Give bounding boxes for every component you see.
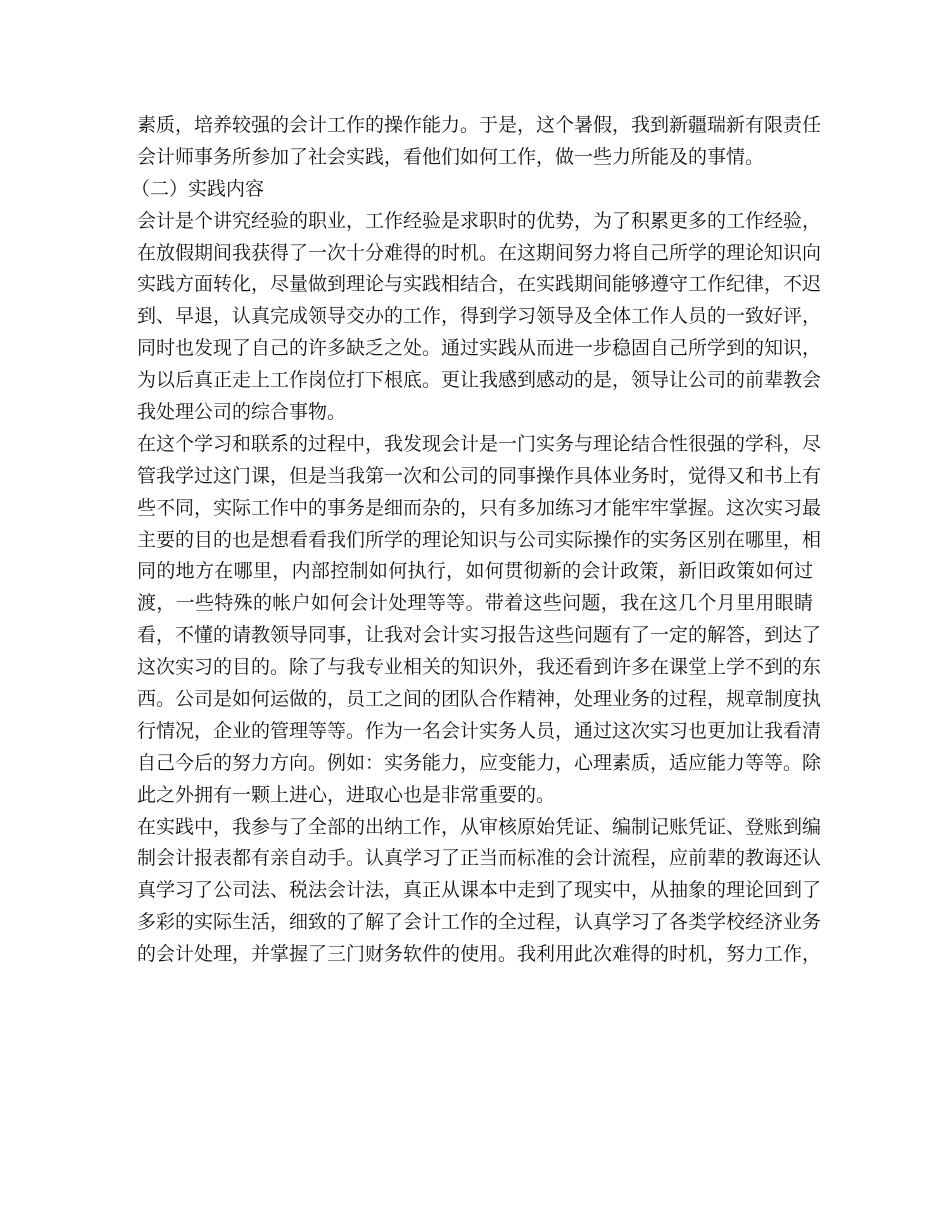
paragraph-line: 西。公司是如何运做的，员工之间的团队合作精神，处理业务的过程，规章制度执 — [137, 688, 822, 711]
paragraph-line: 多彩的实际生活，细致的了解了会计工作的全过程，认真学习了各类学校经济业务 — [137, 911, 822, 934]
paragraph-line: 在实践中，我参与了全部的出纳工作，从审核原始凭证、编制记账凭证、登账到编 — [137, 815, 822, 838]
paragraph-line: 会计是个讲究经验的职业，工作经验是求职时的优势，为了积累更多的工作经验， — [137, 209, 822, 232]
paragraph-line: 些不同，实际工作中的事务是细而杂的，只有多加练习才能牢牢掌握。这次实习最 — [137, 496, 822, 519]
paragraph-line: 在放假期间我获得了一次十分难得的时机。在这期间努力将自己所学的理论知识向 — [137, 241, 822, 264]
paragraph-line: 会计师事务所参加了社会实践，看他们如何工作，做一些力所能及的事情。 — [137, 145, 765, 168]
paragraph-line: 我处理公司的综合事物。 — [137, 401, 347, 424]
paragraph-line: 渡，一些特殊的帐户如何会计处理等等。带着这些问题，我在这几个月里用眼睛 — [137, 592, 813, 615]
paragraph-line: 实践方面转化，尽量做到理论与实践相结合，在实践期间能够遵守工作纪律，不迟 — [137, 273, 822, 296]
paragraph-line: 自己今后的努力方向。例如：实务能力，应变能力，心理素质，适应能力等等。除 — [137, 751, 822, 774]
paragraph-line: 管我学过这门课，但是当我第一次和公司的同事操作具体业务时，觉得又和书上有 — [137, 464, 822, 487]
paragraph-line: 为以后真正走上工作岗位打下根底。更让我感到感动的是，领导让公司的前辈教会 — [137, 369, 822, 392]
section-heading: （二）实践内容 — [131, 177, 265, 200]
paragraph-line: 的会计处理，并掌握了三门财务软件的使用。我利用此次难得的时机，努力工作， — [137, 943, 822, 966]
paragraph-line: 行情况，企业的管理等等。作为一名会计实务人员，通过这次实习也更加让我看清 — [137, 719, 822, 742]
paragraph-line: 这次实习的目的。除了与我专业相关的知识外，我还看到许多在课堂上学不到的东 — [137, 656, 822, 679]
paragraph-line: 在这个学习和联系的过程中，我发现会计是一门实务与理论结合性很强的学科，尽 — [137, 432, 822, 455]
paragraph-line: 同的地方在哪里，内部控制如何执行，如何贯彻新的会计政策，新旧政策如何过 — [137, 560, 813, 583]
paragraph-line: 同时也发现了自己的许多缺乏之处。通过实践从而进一步稳固自己所学到的知识， — [137, 337, 822, 360]
paragraph-line: 真学习了公司法、税法会计法，真正从课本中走到了现实中，从抽象的理论回到了 — [137, 879, 822, 902]
paragraph-line: 素质，培养较强的会计工作的操作能力。于是，这个暑假，我到新疆瑞新有限责任 — [137, 114, 822, 136]
paragraph-line: 看，不懂的请教领导同事，让我对会计实习报告这些问题有了一定的解答，到达了 — [137, 624, 822, 647]
paragraph-line: 此之外拥有一颗上进心，进取心也是非常重要的。 — [137, 783, 556, 806]
document-page — [131, 110, 822, 971]
paragraph-line: 制会计报表都有亲自动手。认真学习了正当而标准的会计流程，应前辈的教诲还认 — [137, 847, 822, 870]
paragraph-line: 主要的目的也是想看看我们所学的理论知识与公司实际操作的实务区别在哪里，相 — [137, 528, 822, 551]
paragraph-line: 到、早退，认真完成领导交办的工作，得到学习领导及全体工作人员的一致好评， — [137, 305, 822, 328]
